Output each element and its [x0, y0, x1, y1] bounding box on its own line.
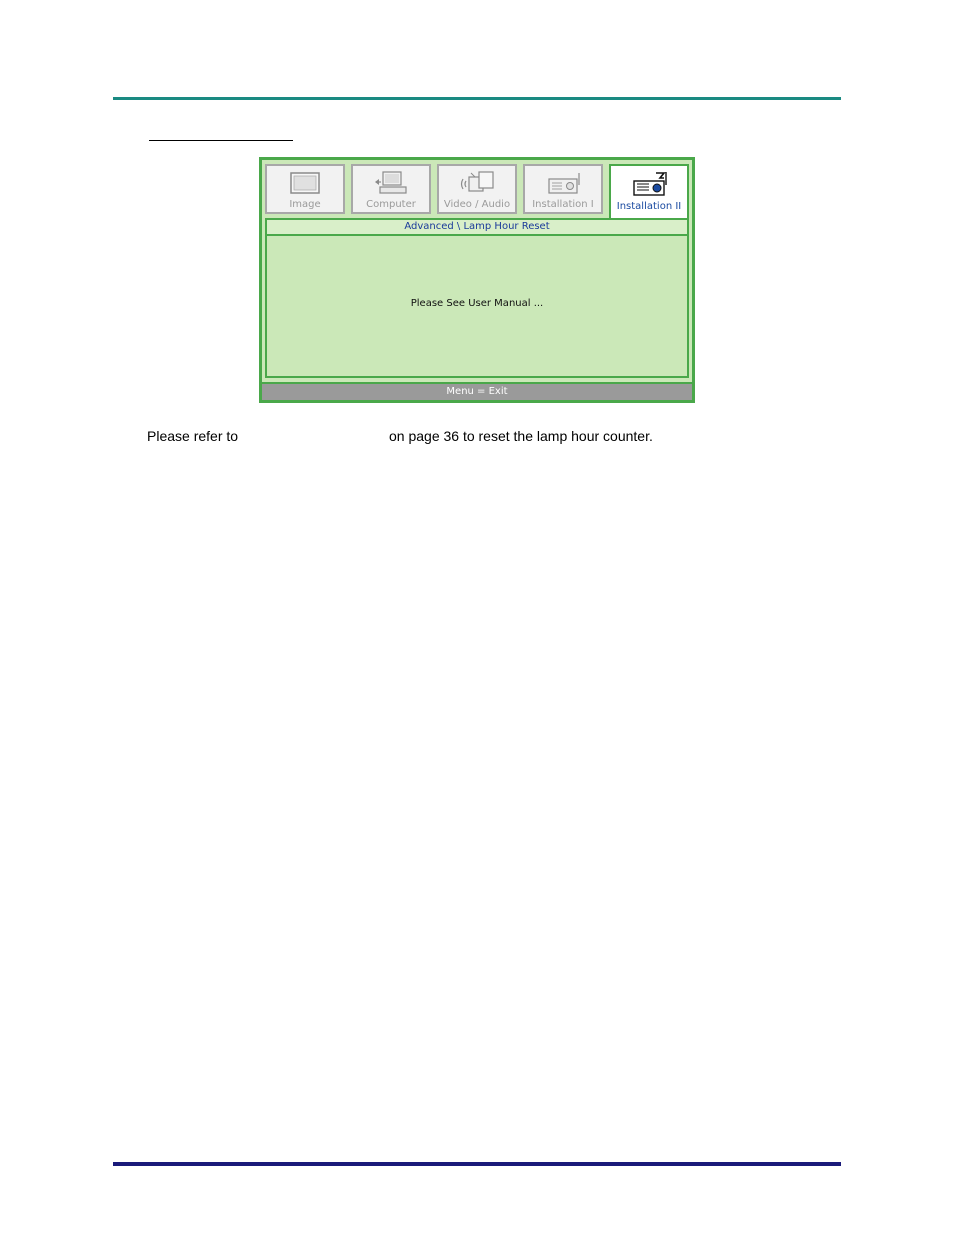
section-heading-underline	[149, 140, 293, 141]
computer-icon	[371, 169, 411, 199]
tab-label: Video / Audio	[443, 199, 511, 210]
footer-rule	[113, 1162, 841, 1166]
menu-breadcrumb: Advanced \ Lamp Hour Reset	[265, 218, 689, 236]
tab-label: Computer	[366, 199, 416, 210]
menu-footer-hint: Menu = Exit	[262, 382, 692, 400]
tab-installation-i[interactable]	[523, 164, 603, 214]
tab-label: Installation I	[532, 199, 594, 210]
header-rule	[113, 97, 841, 100]
body-text-before: Please refer to	[147, 428, 239, 444]
projector-icon	[543, 169, 583, 199]
tab-video-audio[interactable]	[437, 164, 517, 214]
tab-label: Installation II	[616, 201, 682, 212]
tab-installation-ii[interactable]	[609, 164, 689, 218]
menu-content-panel	[265, 236, 689, 378]
projector-settings-icon	[629, 169, 669, 199]
tab-image[interactable]	[265, 164, 345, 214]
tab-computer[interactable]	[351, 164, 431, 214]
body-text-after: on page 36 to reset the lamp hour counter.	[389, 428, 653, 444]
image-icon	[285, 169, 325, 199]
menu-message: Please See User Manual ...	[410, 298, 544, 309]
tab-label: Image	[289, 199, 321, 210]
video-audio-icon	[457, 169, 497, 199]
osd-menu	[259, 157, 695, 403]
